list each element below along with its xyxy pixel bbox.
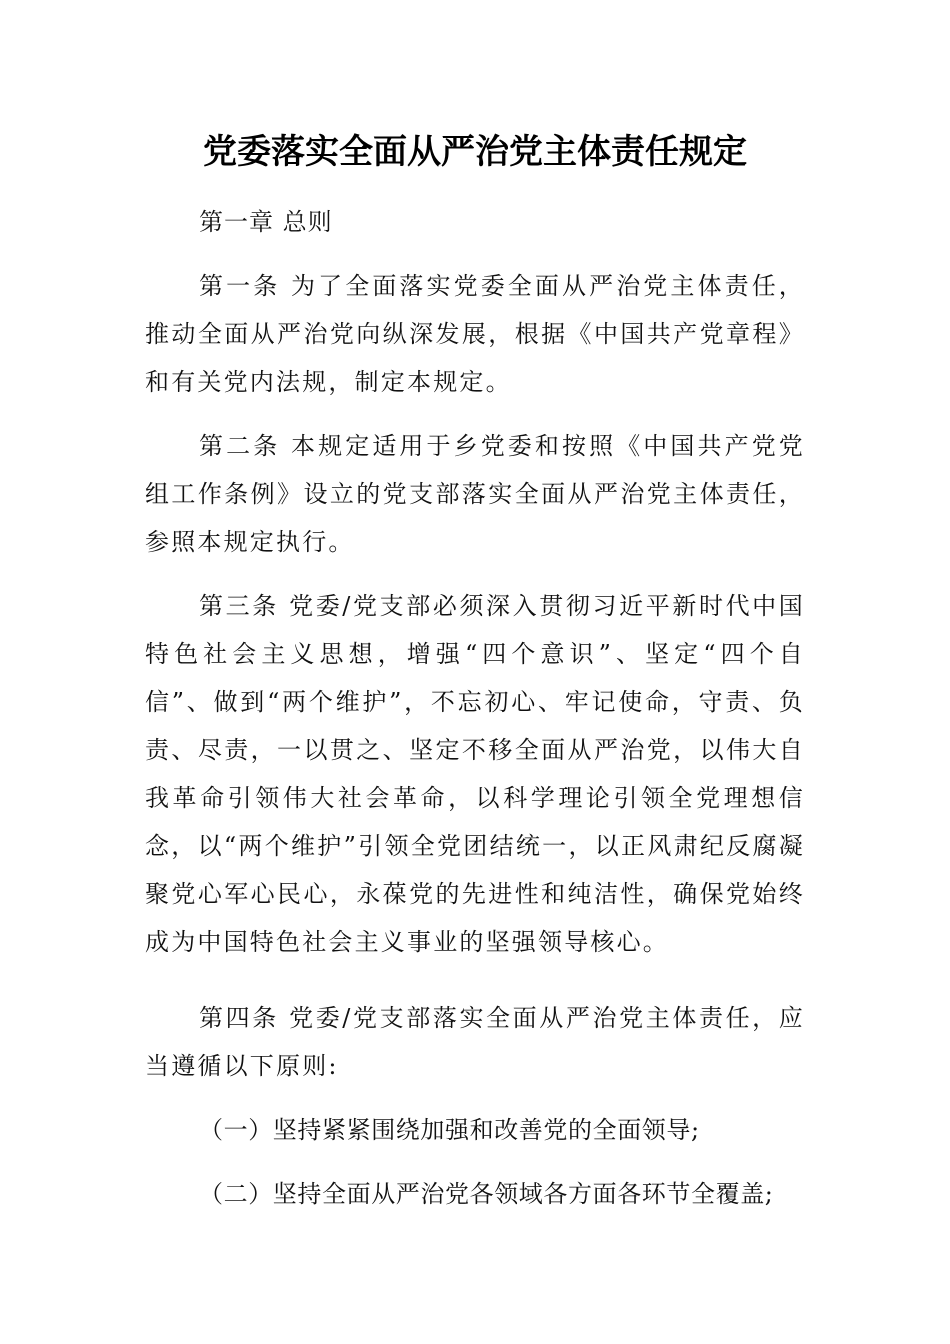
article-1: 第一条 为了全面落实党委全面从严治党主体责任，推动全面从严治党向纵深发展，根据《中国共产党章程》和有关党内法规，制定本规定。: [145, 272, 805, 396]
principle-item-1: （一）坚持紧紧围绕加强和改善党的全面领导;: [199, 1116, 700, 1144]
article-4: 第四条 党委/党支部落实全面从严治党主体责任，应当遵循以下原则:: [145, 1004, 805, 1080]
article-2: 第二条 本规定适用于乡党委和按照《中国共产党党组工作条例》设立的党支部落实全面从严治党主体责任，参照本规定执行。: [145, 432, 805, 556]
chapter-heading: 第一章 总则: [199, 208, 333, 236]
principle-item-2: （二）坚持全面从严治党各领域各方面各环节全覆盖;: [199, 1180, 774, 1208]
article-3: 第三条 党委/党支部必须深入贯彻习近平新时代中国特色社会主义思想，增强“四个意识”、坚定“四个自信”、做到“两个维护”，不忘初心、牢记使命，守责、负责、尽责，一以贯之、坚定不移全面从严治党，以伟大自我革命引领伟大社会革命，以科学理论引领全党理想信念，以“两个维护”引领全党团结统一，以正风肃纪反腐凝聚党心军心民心，永葆党的先进性和纯洁性，确保党始终成为中国特色社会主义事业的坚强领导核心。: [145, 592, 805, 956]
document-title: 党委落实全面从严治党主体责任规定: [203, 132, 747, 172]
